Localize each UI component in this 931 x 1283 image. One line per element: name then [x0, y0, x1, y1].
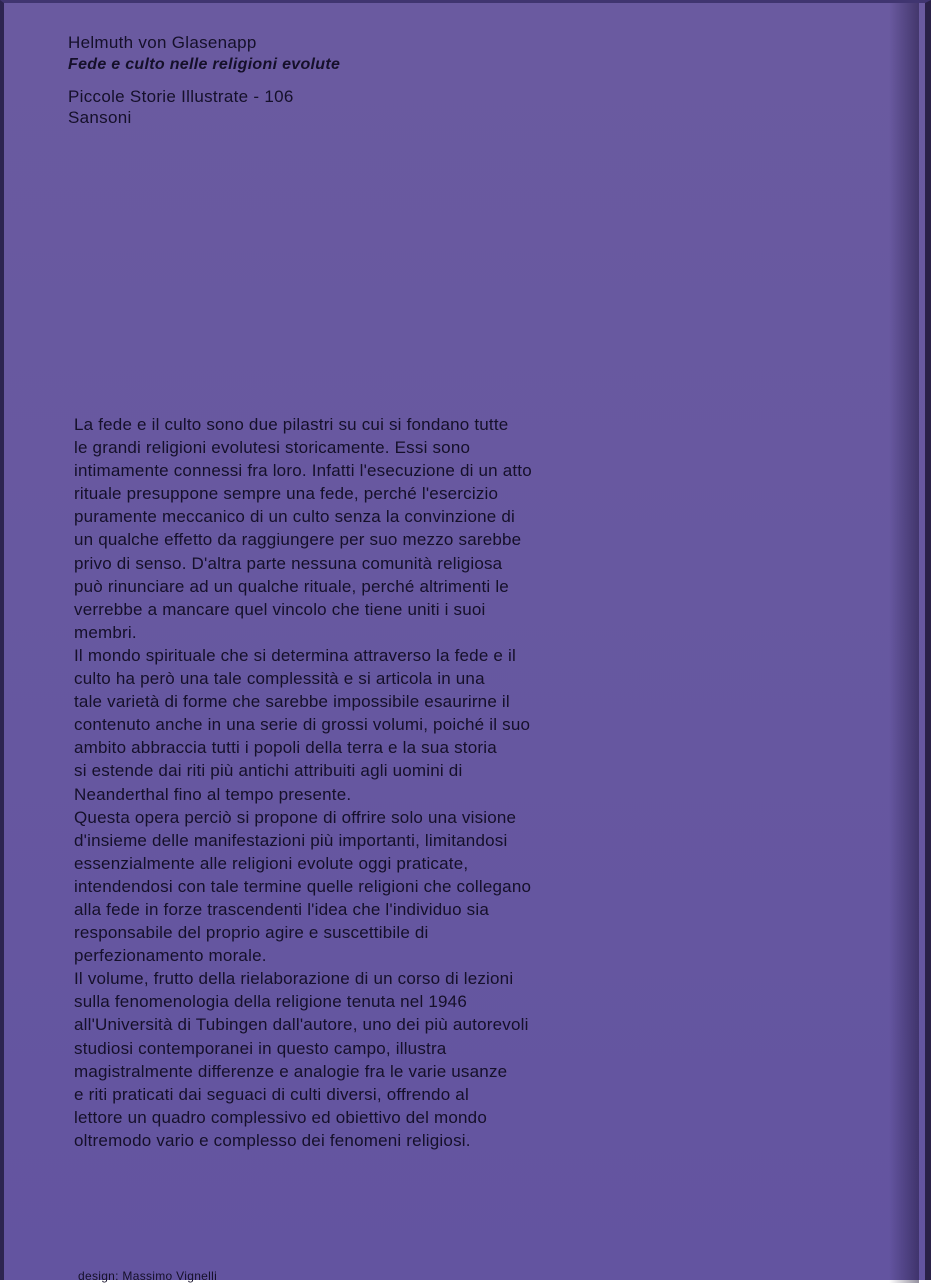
blurb-line: alla fede in forze trascendenti l'idea che l'individuo sia	[74, 899, 490, 919]
blurb-line: Neanderthal fino al tempo presente.	[74, 784, 352, 804]
blurb-line: magistralmente differenze e analogie fra le varie usanze	[74, 1061, 508, 1081]
book-title: Fede e culto nelle religioni evolute	[68, 56, 341, 73]
blurb-line: rituale presuppone sempre una fede, perché l'esercizio	[74, 484, 499, 504]
blurb-line: La fede e il culto sono due pilastri su cui si fondano tutte	[74, 415, 509, 434]
blurb-line: si estende dai riti più antichi attribuiti agli uomini di	[74, 761, 463, 781]
blurb-text	[74, 413, 694, 1152]
blurb-line: Questa opera perciò si propone di offrire solo una visione	[74, 807, 517, 827]
author-name: Helmuth von Glasenapp	[68, 33, 257, 52]
blurb-line: sulla fenomenologia della religione tenuta nel 1946	[74, 992, 467, 1012]
blurb-line: le grandi religioni evolutesi storicamente. Essi sono	[74, 438, 471, 458]
blurb-line: oltremodo vario e complesso dei fenomeni religiosi.	[74, 1130, 471, 1150]
publisher-name: Sansoni	[68, 108, 132, 127]
blurb-line: un qualche effetto da raggiungere per suo mezzo sarebbe	[74, 530, 522, 550]
series-name: Piccole Storie Illustrate - 106	[68, 87, 294, 106]
blurb-line: Il mondo spirituale che si determina attraverso la fede e il	[74, 645, 516, 665]
blurb-line: puramente meccanico di un culto senza la convinzione di	[74, 507, 515, 527]
design-credit: design: Massimo Vignelli	[78, 1269, 218, 1283]
blurb-line: ambito abbraccia tutti i popoli della terra e la sua storia	[74, 738, 497, 758]
blurb-line: responsabile del proprio agire e suscettibile di	[74, 923, 429, 943]
blurb-line: tale varietà di forme che sarebbe impossibile esaurirne il	[74, 692, 510, 712]
blurb-line: Il volume, frutto della rielaborazione di un corso di lezioni	[74, 969, 514, 989]
blurb-line: essenzialmente alle religioni evolute oggi praticate,	[74, 853, 469, 873]
blurb-line: perfezionamento morale.	[74, 946, 267, 966]
blurb-line: all'Università di Tubingen dall'autore, uno dei più autorevoli	[74, 1015, 529, 1035]
cover-edge-shadow	[889, 3, 919, 1283]
blurb-line: contenuto anche in una serie di grossi volumi, poiché il suo	[74, 715, 531, 735]
blurb-line: privo di senso. D'altra parte nessuna comunità religiosa	[74, 553, 503, 573]
blurb-line: intendendosi con tale termine quelle religioni che collegano	[74, 876, 532, 896]
blurb-line: culto ha però una tale complessità e si articola in una	[74, 669, 485, 689]
blurb-line: d'insieme delle manifestazioni più importanti, limitandosi	[74, 830, 508, 850]
blurb-line: intimamente connessi fra loro. Infatti l'esecuzione di un atto	[74, 461, 532, 481]
blurb-line: membri.	[74, 622, 137, 642]
blurb-line: può rinunciare ad un qualche rituale, perché altrimenti le	[74, 576, 509, 596]
cover-header	[68, 32, 340, 128]
blurb-line: studiosi contemporanei in questo campo, illustra	[74, 1038, 447, 1058]
blurb-line: e riti praticati dai seguaci di culti diversi, offrendo al	[74, 1084, 469, 1104]
blurb-line: lettore un quadro complessivo ed obiettivo del mondo	[74, 1107, 487, 1127]
blurb-line: verrebbe a mancare quel vincolo che tiene uniti i suoi	[74, 599, 486, 619]
